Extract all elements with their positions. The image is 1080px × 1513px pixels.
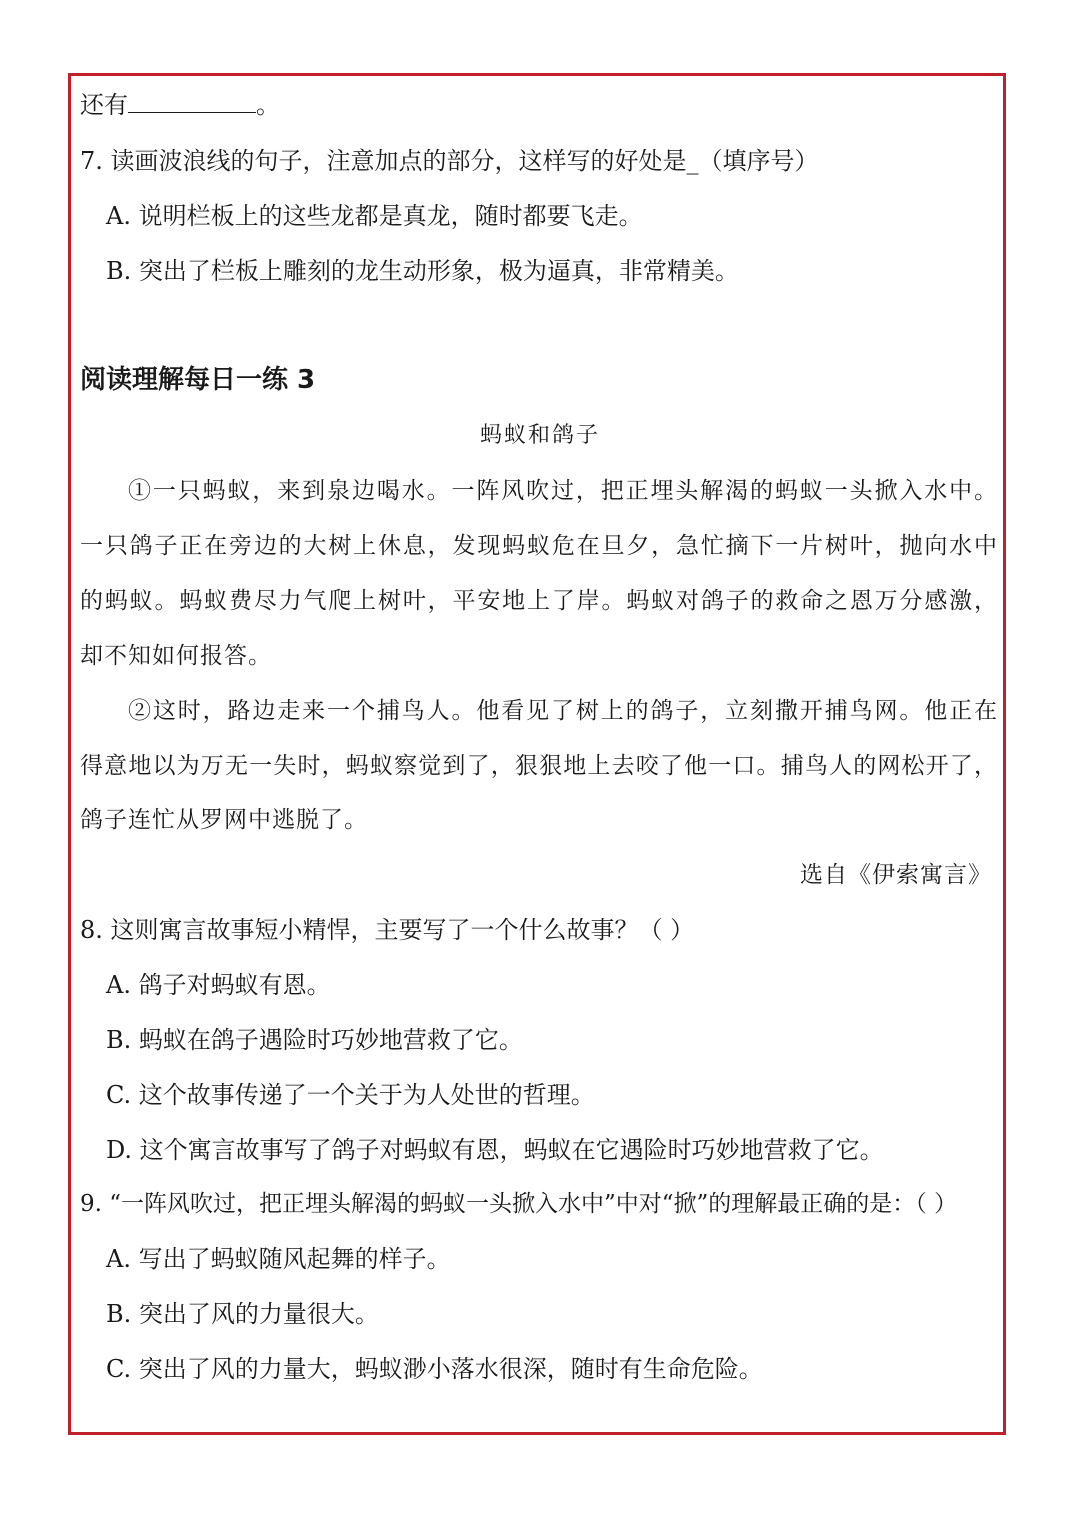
question-8-option-c[interactable]: C. 这个故事传递了一个关于为人处世的哲理。 <box>106 1081 595 1109</box>
question-8-option-b[interactable]: B. 蚂蚁在鸽子遇险时巧妙地营救了它。 <box>106 1026 523 1054</box>
question-7-option-b[interactable]: B. 突出了栏板上雕刻的龙生动形象，极为逼真，非常精美。 <box>106 257 739 285</box>
fill-suffix: 。 <box>256 91 280 119</box>
question-9-stem: 9. “一阵风吹过，把正埋头解渴的蚂蚁一头掀入水中”中对“掀”的理解最正确的是：（ ） <box>80 1191 958 1217</box>
fill-in-line <box>80 88 280 122</box>
paragraph-1-line-4: 却不知如何报答。 <box>80 643 272 669</box>
passage-source: 选自《伊索寓言》 <box>800 862 992 888</box>
question-9-option-c[interactable]: C. 突出了风的力量大，蚂蚁渺小落水很深，随时有生命危险。 <box>106 1355 763 1383</box>
question-7-option-a[interactable]: A. 说明栏板上的这些龙都是真龙，随时都要飞走。 <box>106 202 643 230</box>
paragraph-2-line-2: 得意地以为万无一失时，蚂蚁察觉到了，狠狠地上去咬了他一口。捕鸟人的网松开了， <box>80 753 998 779</box>
paragraph-2-line-3: 鸽子连忙从罗网中逃脱了。 <box>80 807 368 833</box>
fill-prefix: 还有 <box>80 91 128 119</box>
question-7-stem: 7. 读画波浪线的句子，注意加点的部分，这样写的好处是_（填序号） <box>80 147 819 175</box>
question-8-option-a[interactable]: A. 鸽子对蚂蚁有恩。 <box>106 971 331 999</box>
answer-blank[interactable] <box>128 90 256 113</box>
passage-title: 蚂蚁和鸽子 <box>479 423 600 448</box>
paragraph-1-line-1: ①一只蚂蚁，来到泉边喝水。一阵风吹过，把正埋头解渴的蚂蚁一头掀入水中。 <box>128 478 998 504</box>
paragraph-1-line-3: 的蚂蚁。蚂蚁费尽力气爬上树叶，平安地上了岸。蚂蚁对鸽子的救命之恩万分感激， <box>80 588 998 614</box>
paragraph-2-line-1: ②这时，路边走来一个捕鸟人。他看见了树上的鸽子，立刻撒开捕鸟网。他正在 <box>128 698 998 724</box>
question-9-option-a[interactable]: A. 写出了蚂蚁随风起舞的样子。 <box>106 1245 451 1273</box>
question-8-stem: 8. 这则寓言故事短小精悍，主要写了一个什么故事？（ ） <box>80 916 695 944</box>
paragraph-1-line-2: 一只鸽子正在旁边的大树上休息，发现蚂蚁危在旦夕，急忙摘下一片树叶，抛向水中 <box>80 533 998 559</box>
question-9-option-b[interactable]: B. 突出了风的力量很大。 <box>106 1300 379 1328</box>
question-8-option-d[interactable]: D. 这个寓言故事写了鸽子对蚂蚁有恩，蚂蚁在它遇险时巧妙地营救了它。 <box>106 1136 884 1164</box>
section-heading: 阅读理解每日一练 3 <box>80 365 316 395</box>
